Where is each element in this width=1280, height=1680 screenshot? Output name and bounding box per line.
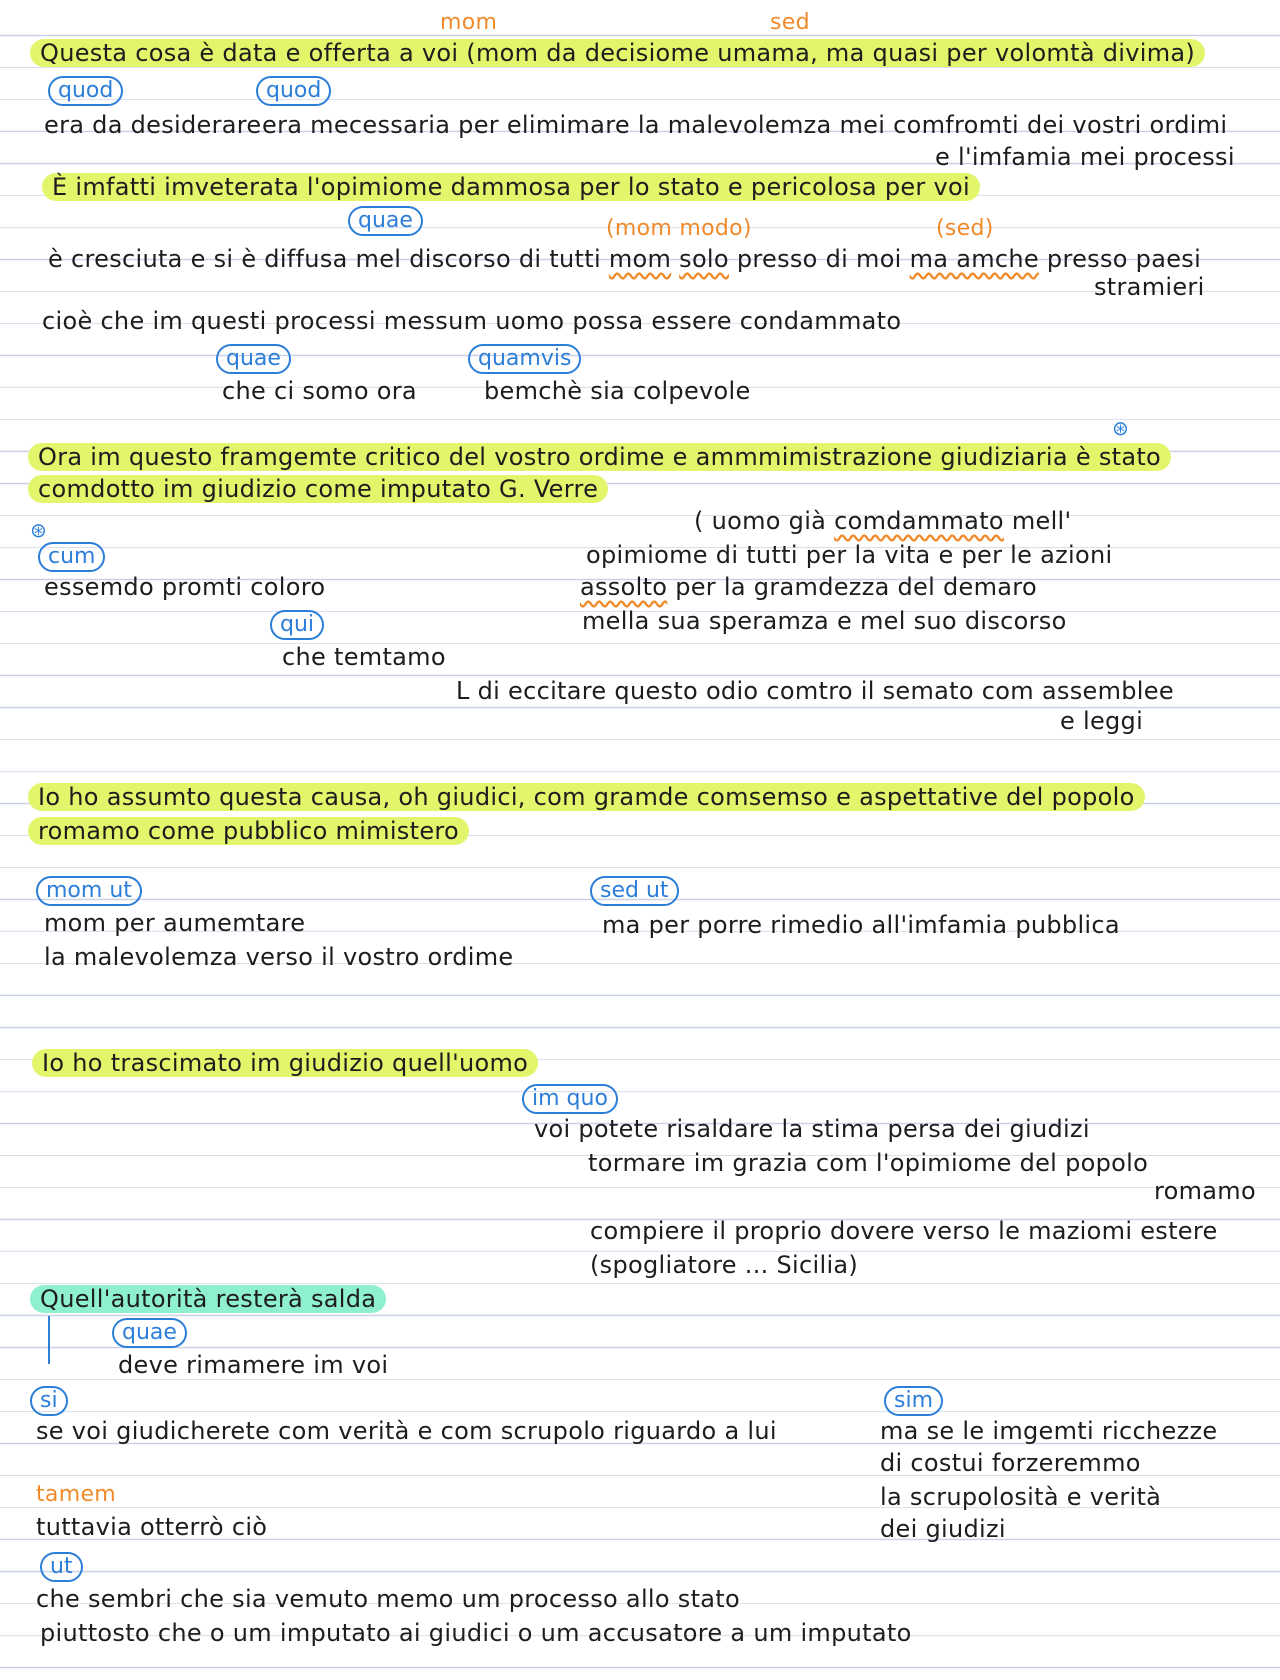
circled-quod: quod [256,76,331,106]
note-line-18: la malevolemza verso il vostro ordime [44,943,514,971]
note-line-19 [32,1048,538,1078]
annotation-mom-modo: (mom modo) [606,216,752,241]
note-line-16 [28,816,469,846]
note-line-29b: dei giudizi [880,1515,1006,1543]
asterisk-icon: ⊛ [1112,416,1129,440]
note-line-22: compiere il proprio dovere verso le maziomi estere [590,1217,1218,1245]
note-line-7 [28,442,1171,472]
note-line-8 [28,474,608,504]
note-line-25: deve rimamere im voi [118,1351,389,1379]
underlined-condannato: comdammato [834,507,1004,535]
annotation-sed: sed [770,10,810,35]
note-line-10: opimiome di tutti per la vita e per le azioni [586,541,1113,569]
highlight: Quell'autorità resterà salda [30,1285,386,1313]
circled-quod: quod [48,76,123,106]
text: presso paesi [1046,245,1202,273]
text: ( uomo già [694,507,827,535]
highlight: Questa cosa è data e offerta a voi (mom da decisiome umama, ma quasi per volomtà divima) [30,39,1205,67]
text: per la gramdezza del demaro [675,573,1037,601]
circled-quamvis: quamvis [468,344,581,374]
note-line-21: tormare im grazia com l'opimiome del popolo [588,1149,1149,1177]
note-line-20: voi potete risaldare la stima persa dei giudizi [534,1115,1090,1143]
note-line-3 [42,172,980,202]
note-line-17a: mom per aumemtare [44,909,306,937]
circled-cum: cum [38,542,105,572]
note-line-17b: ma per porre rimedio all'imfamia pubblica [602,911,1120,939]
annotation-tamen: tamem [36,1482,117,1507]
circled-quae: quae [112,1318,187,1348]
note-line-9 [694,506,1071,536]
note-line-26b: ma se le imgemti ricchezze [880,1417,1218,1445]
highlight: comdotto im giudizio come imputato G. Verre [28,475,608,503]
note-line-15 [28,782,1145,812]
circled-qui: qui [270,610,324,640]
highlight: Ora im questo framgemte critico del vostro ordime e ammmimistrazione giudiziaria è stato [28,443,1171,471]
underlined-mom: mom [608,245,672,273]
note-line-12: mella sua speramza e mel suo discorso [582,607,1067,635]
note-line-13: che temtamo [282,643,446,671]
note-line-2b: era mecessaria per elimimare la malevolemza mei comfromti dei vostri ordimi [262,111,1228,139]
note-line-31: piuttosto che o um imputato ai giudici o um accusatore a um imputato [40,1619,912,1647]
circled-mom-ut: mom ut [36,876,142,906]
note-line-6a: che ci somo ora [222,377,417,405]
note-line-30: che sembri che sia vemuto memo um processo allo stato [36,1585,741,1613]
note-line-2c: e l'imfamia mei processi [935,143,1235,171]
note-line-6b: bemchè sia colpevole [484,377,751,405]
asterisk-icon: ⊛ [30,518,47,542]
circled-quae: quae [348,206,423,236]
note-line-24 [30,1284,386,1314]
note-line-1 [30,38,1205,68]
text: presso di moi [736,245,902,273]
highlight: Io ho assumto questa causa, oh giudici, com gramde comsemso e aspettative del popolo [28,783,1145,811]
note-line-26a: se voi giudicherete com verità e com scrupolo riguardo a lui [36,1417,777,1445]
note-line-4b: stramieri [1094,273,1205,301]
underlined-assolto: assolto [580,573,668,601]
annotation-sed: (sed) [936,216,994,241]
bracket-line [48,1316,50,1364]
circled-in-quo: im quo [522,1084,618,1114]
note-line-2a: era da desiderare [44,111,262,139]
note-line-29a: tuttavia otterrò ciò [36,1513,268,1541]
note-line-14: ᒪ di eccitare questo odio comtro il semato com assemblee [456,677,1174,705]
text: è cresciuta e si è diffusa mel discorso di tutti [48,245,601,273]
highlight: romamo come pubblico mimistero [28,817,469,845]
note-line-4 [48,244,1201,274]
note-line-28: la scrupolosità e verità [880,1483,1162,1511]
circled-quae: quae [216,344,291,374]
annotation-mom: mom [440,10,498,35]
highlight: È imfatti imveterata l'opimiome dammosa per lo stato e pericolosa per voi [42,173,980,201]
circled-sed-ut: sed ut [590,876,679,906]
circled-si: si [30,1386,68,1416]
note-line-11b [580,572,1037,602]
note-line-5: cioè che im questi processi messum uomo possa essere condammato [42,307,902,335]
underlined-solo: solo [679,245,729,273]
text: mell' [1011,507,1072,535]
note-line-27: di costui forzeremmo [880,1449,1141,1477]
highlight: Io ho trascimato im giudizio quell'uomo [32,1049,538,1077]
note-line-23: (spogliatore ... Sicilia) [590,1251,859,1279]
circled-sin: sim [884,1386,943,1416]
note-line-14b: e leggi [1060,707,1144,735]
underlined-ma-anche: ma amche [909,245,1039,273]
circled-ut: ut [40,1552,83,1582]
note-line-21b: romamo [1154,1177,1256,1205]
note-line-11a: essemdo promti coloro [44,573,326,601]
